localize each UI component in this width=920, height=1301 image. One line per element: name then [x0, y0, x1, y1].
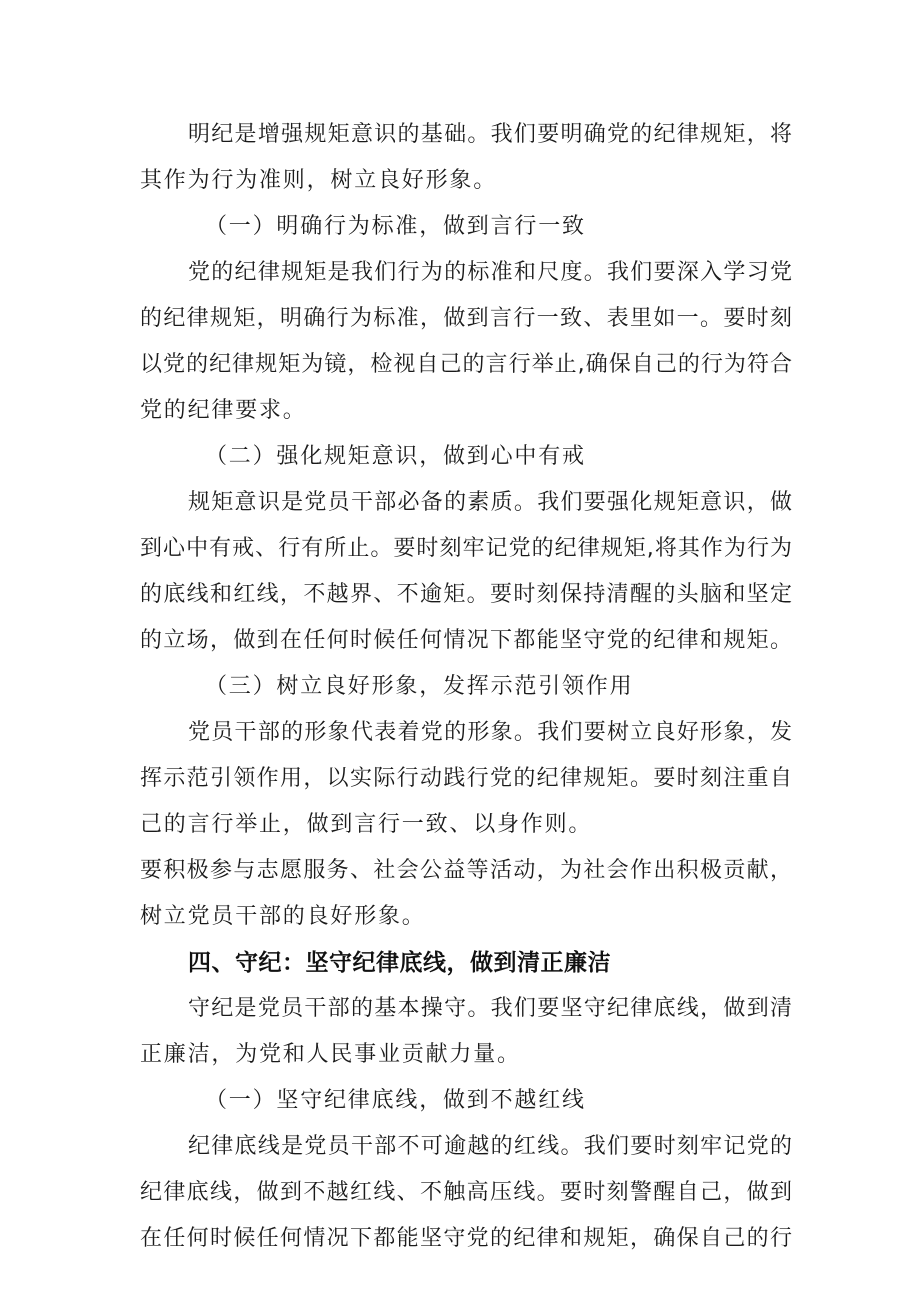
paragraph-line: 规矩意识是党员干部必备的素质。我们要强化规矩意识，做	[188, 490, 792, 515]
paragraph-line: 己的言行举止，做到言行一致、以身作则。	[140, 812, 593, 837]
paragraph-line: 明纪是增强规矩意识的基础。我们要明确党的纪律规矩，将	[188, 122, 792, 147]
paragraph-line: 的立场，做到在任何时候任何情况下都能坚守党的纪律和规矩。	[140, 628, 792, 653]
paragraph-line: 纪律底线是党员干部不可逾越的红线。我们要时刻牢记党的	[188, 1134, 792, 1159]
subheading: （一）明确行为标准，做到言行一致	[205, 214, 586, 239]
paragraph-line: 党的纪律要求。	[140, 398, 307, 423]
subheading: （二）强化规矩意识，做到心中有戒	[205, 444, 586, 469]
paragraph-line: 正廉洁，为党和人民事业贡献力量。	[140, 1042, 521, 1067]
paragraph-line: 的底线和红线，不越界、不逾矩。要时刻保持清醒的头脑和坚定	[140, 582, 792, 607]
paragraph-line: 的纪律规矩，明确行为标准，做到言行一致、表里如一。要时刻	[140, 306, 792, 331]
paragraph-line: 以党的纪律规矩为镜，检视自己的言行举止,确保自己的行为符合	[140, 352, 792, 377]
paragraph-line: 纪律底线，做到不越红线、不触高压线。要时刻警醒自己，做到	[140, 1180, 792, 1205]
paragraph-line: 党员干部的形象代表着党的形象。我们要树立良好形象，发	[188, 720, 792, 745]
paragraph-line: 在任何时候任何情况下都能坚守党的纪律和规矩，确保自己的行	[140, 1226, 792, 1251]
paragraph-line: 到心中有戒、行有所止。要时刻牢记党的纪律规矩,将其作为行为	[140, 536, 792, 561]
paragraph-line: 其作为行为准则，树立良好形象。	[140, 168, 498, 193]
subheading: （一）坚守纪律底线，做到不越红线	[205, 1088, 586, 1113]
paragraph-line: 挥示范引领作用，以实际行动践行党的纪律规矩。要时刻注重自	[140, 766, 792, 791]
paragraph-line: 党的纪律规矩是我们行为的标准和尺度。我们要深入学习党	[188, 260, 792, 285]
section-heading: 四、守纪：坚守纪律底线，做到清正廉洁	[188, 950, 611, 976]
paragraph-line: 树立党员干部的良好形象。	[140, 904, 426, 929]
subheading: （三）树立良好形象，发挥示范引领作用	[205, 674, 634, 699]
paragraph-line: 守纪是党员干部的基本操守。我们要坚守纪律底线，做到清	[188, 996, 792, 1021]
paragraph-line: 要积极参与志愿服务、社会公益等活动，为社会作出积极贡献，	[140, 858, 792, 883]
